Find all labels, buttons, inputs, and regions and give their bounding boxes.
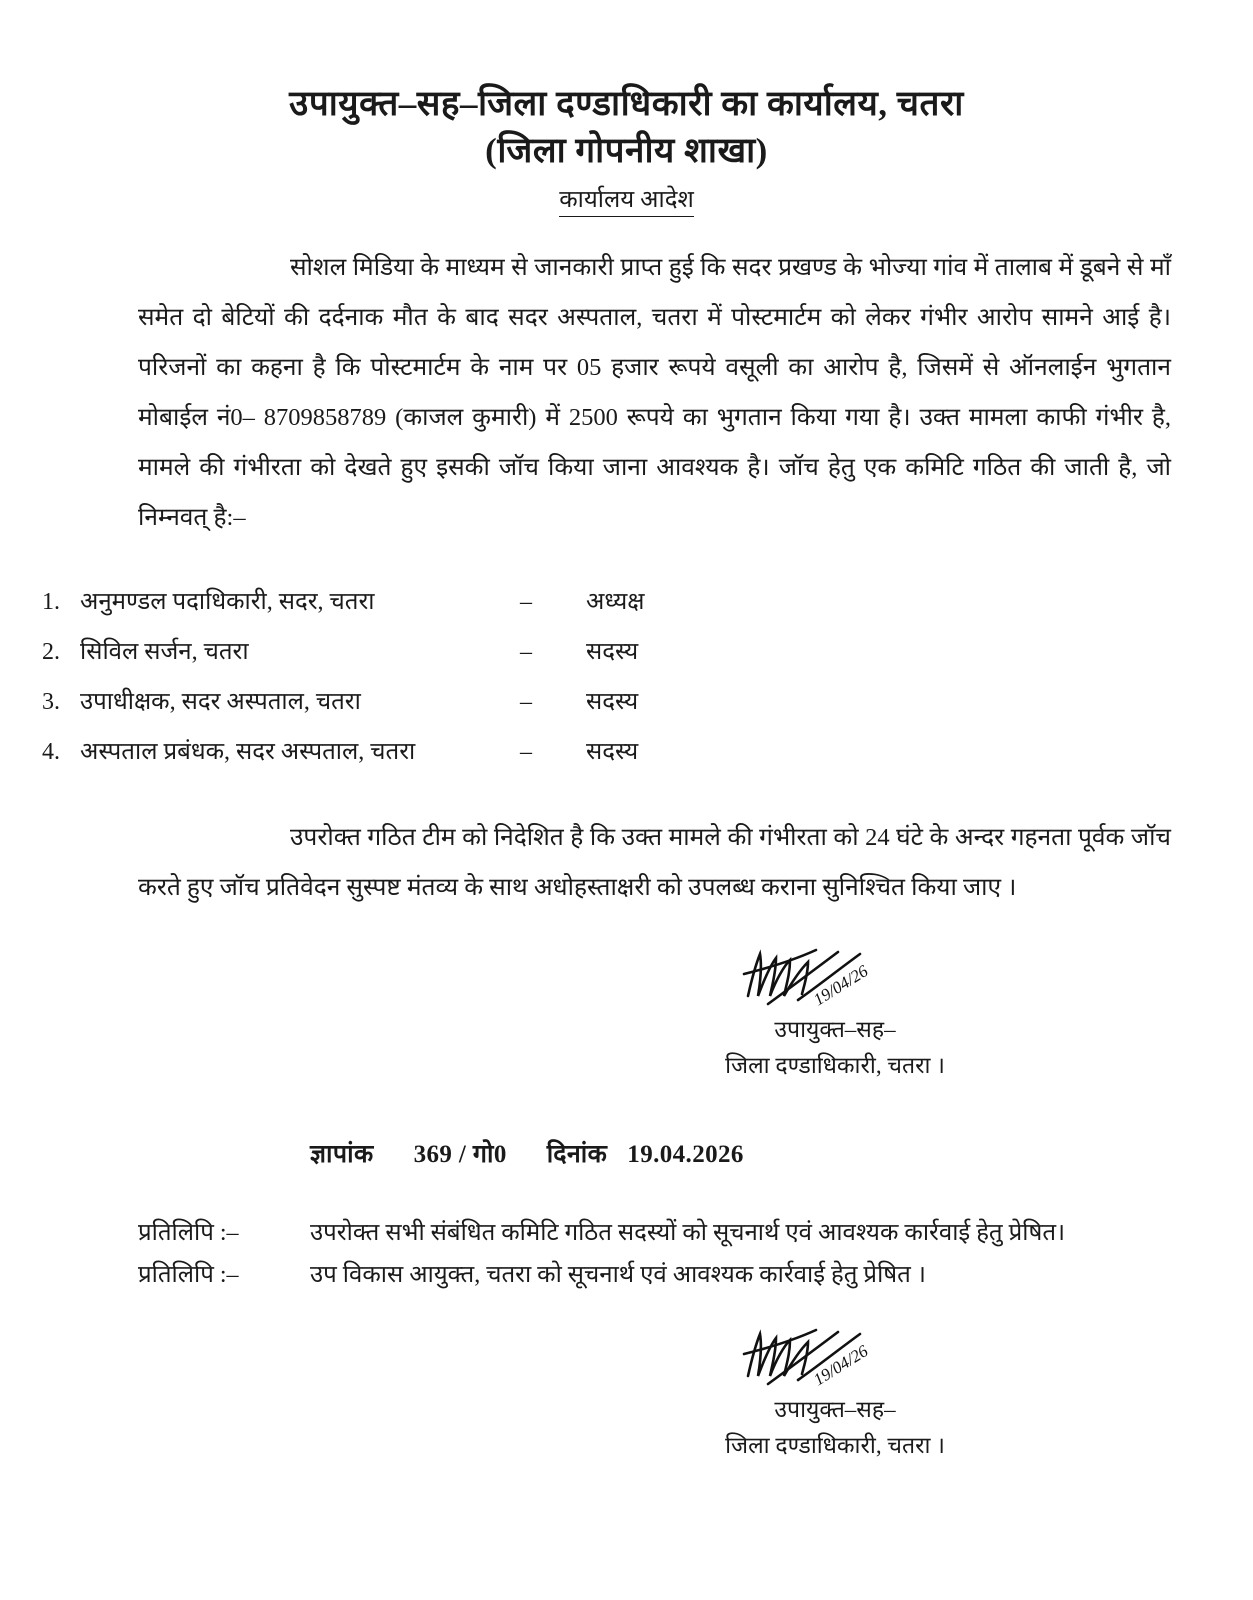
memo-date-label: दिनांक <box>546 1140 608 1168</box>
list-item <box>42 627 1253 677</box>
memo-line <box>0 1136 1253 1170</box>
signature-date-bottom: 19/04/26 <box>810 1341 872 1390</box>
signatory-title-line-1: उपायुक्त–सह– <box>774 1396 896 1422</box>
list-item-number: 4. <box>42 739 60 766</box>
body-text-block <box>138 243 1171 543</box>
office-title-line-2: (जिला गोपनीय शाखा) <box>485 130 768 170</box>
list-item-dash: – <box>520 589 532 616</box>
list-item-role: सदस्य <box>586 689 639 716</box>
signature-mark-bottom <box>620 1318 1050 1392</box>
document-header <box>0 0 1253 217</box>
handwritten-signature-icon <box>738 1310 928 1396</box>
signature-mark-top <box>620 938 1050 1012</box>
list-item-role: अध्यक्ष <box>586 589 645 616</box>
closing-text-block <box>138 813 1171 913</box>
list-item-number: 3. <box>42 689 60 716</box>
body-paragraph-2: उपरोक्त गठित टीम को निदेशित है कि उक्त मामले की गंभीरता को 24 घंटे के अन्दर गहनता पूर्वक जॉच करते हुए जॉच प्रतिवेदन सुस्पष्ट मंतव्य के साथ अधोहस्ताक्षरी को उपलब्ध कराना सुनिश्चित किया जाए । <box>138 824 1171 902</box>
list-item-dash: – <box>520 639 532 666</box>
memo-date: 19.04.2026 <box>627 1140 744 1168</box>
memo-number: 369 / गो0 <box>413 1140 507 1168</box>
list-item-number: 1. <box>42 589 60 616</box>
signature-block-bottom <box>620 1318 1050 1464</box>
signatory-title-line-2: जिला दण्डाधिकारी, चतरा । <box>725 1052 945 1078</box>
list-item <box>42 677 1253 727</box>
list-item-designation: अनुमण्डल पदाधिकारी, सदर, चतरा <box>80 589 375 616</box>
list-item-dash: – <box>520 739 532 766</box>
copy-row <box>138 1254 1171 1296</box>
list-item-dash: – <box>520 689 532 716</box>
signatory-title-line-2: जिला दण्डाधिकारी, चतरा । <box>725 1432 945 1458</box>
handwritten-signature-icon <box>738 930 928 1016</box>
committee-member-list <box>0 577 1253 777</box>
signatory-title-line-1: उपायुक्त–सह– <box>774 1016 896 1042</box>
body-paragraph-1: सोशल मिडिया के माध्यम से जानकारी प्राप्त हुई कि सदर प्रखण्ड के भोज्या गांव में तालाब में डूबने से मॉं समेत दो बेटियों की दर्दनाक मौत के बाद सदर अस्पताल, चतरा में पोस्टमार्टम को लेकर गंभीर आरोप सामने आई है। परिजनों का कहना है कि पोस्टमार्टम के नाम पर 05 हजार रूपये वसूली का आरोप है, जिसमें से ऑनलाईन भुगतान मोबाईल नं0– 8709858789 (काजल कुमारी) में 2500 रूपये का भुगतान किया गया है। उक्त मामला काफी गंभीर है, मामले की गंभीरता को देखते हुए इसकी जॉच किया जाना आवश्यक है। जॉच हेतु एक कमिटि गठित की जाती है, जो निम्नवत् है:– <box>138 254 1171 532</box>
list-item-designation: सिविल सर्जन, चतरा <box>80 639 249 666</box>
list-item-role: सदस्य <box>586 639 639 666</box>
signature-date-top: 19/04/26 <box>810 961 872 1010</box>
office-title-line-1: उपायुक्त–सह–जिला दण्डाधिकारी का कार्यालय, चतरा <box>289 84 964 123</box>
list-item-number: 2. <box>42 639 60 666</box>
order-subtitle: कार्यालय आदेश <box>559 186 694 218</box>
memo-label: ज्ञापांक <box>310 1140 374 1168</box>
copy-text: उप विकास आयुक्त, चतरा को सूचनार्थ एवं आवश्यक कार्रवाई हेतु प्रेषित । <box>310 1261 926 1288</box>
copy-row <box>138 1212 1171 1254</box>
copy-label: प्रतिलिपि :– <box>138 1219 239 1246</box>
copy-text: उपरोक्त सभी संबंधित कमिटि गठित सदस्यों को सूचनार्थ एवं आवश्यक कार्रवाई हेतु प्रेषित। <box>310 1219 1066 1246</box>
list-item <box>42 577 1253 627</box>
list-item-designation: अस्पताल प्रबंधक, सदर अस्पताल, चतरा <box>80 739 416 766</box>
list-item-designation: उपाधीक्षक, सदर अस्पताल, चतरा <box>80 689 361 716</box>
copy-distribution-list <box>138 1212 1171 1296</box>
list-item-role: सदस्य <box>586 739 639 766</box>
list-item <box>42 727 1253 777</box>
copy-label: प्रतिलिपि :– <box>138 1261 239 1288</box>
signature-block-top <box>620 938 1050 1084</box>
